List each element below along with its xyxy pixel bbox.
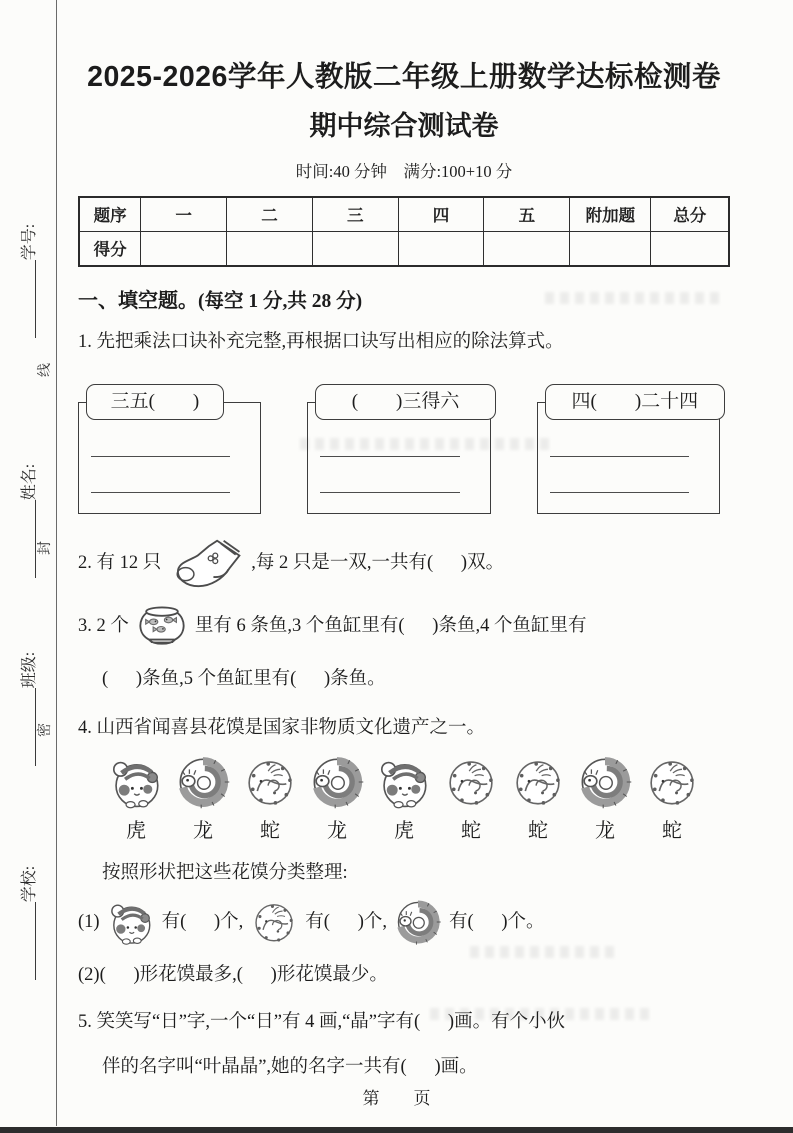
snake-bun-icon <box>643 753 701 811</box>
question-1-multiplication-boxes <box>78 386 730 514</box>
question-3-line1-suffix: 里有 6 条鱼,3 个鱼缸里有( )条鱼,4 个鱼缸里有 <box>194 616 587 637</box>
score-cell <box>398 231 484 266</box>
dragon-bun-icon <box>576 753 634 811</box>
score-row-label: 得分 <box>79 231 141 266</box>
score-cell <box>312 231 398 266</box>
score-col-header: 四 <box>398 197 484 232</box>
fishbowl-icon <box>135 604 189 649</box>
bun-item <box>171 753 235 843</box>
bun-label: 蛇 <box>461 819 481 842</box>
score-table <box>78 196 730 267</box>
bun-label: 蛇 <box>260 819 280 842</box>
bun-label: 虎 <box>394 819 414 842</box>
question-1-text: 1. 先把乘法口诀补充完整,再根据口诀写出相应的除法算式。 <box>78 331 564 352</box>
name-field <box>19 441 41 601</box>
bun-item <box>238 753 302 843</box>
sub1-seg2: 有( )个, <box>305 911 387 932</box>
sub1-number: (1) <box>78 911 100 932</box>
flower-bun-row <box>78 753 730 843</box>
score-cell <box>141 231 227 266</box>
snake-bun-icon <box>249 897 299 947</box>
score-cell <box>484 231 570 266</box>
score-col-header: 二 <box>227 197 313 232</box>
page-number-footer: 第 页 <box>362 1089 431 1108</box>
answer-line <box>550 456 689 457</box>
question-5-line1: 5. 笑笑写“日”字,一个“日”有 4 画,“晶”字有( )画。有个小伙 <box>78 1011 566 1032</box>
section-1-heading <box>78 284 730 313</box>
seal-char-xian: 线 <box>38 363 53 377</box>
score-col-header: 总分 <box>651 197 729 232</box>
seal-char-feng: 封 <box>38 541 53 555</box>
section-1-title: 一、填空题。 <box>78 289 198 312</box>
dragon-bun-icon <box>393 897 443 947</box>
school-label: 学校: <box>21 865 38 903</box>
sock-icon <box>167 536 245 590</box>
time-score-meta: 时间:40 分钟 满分:100+10 分 <box>295 161 513 181</box>
snake-bun-icon <box>442 753 500 811</box>
student-number-blank <box>21 260 36 338</box>
school-field <box>19 843 41 1003</box>
score-col-header: 附加题 <box>570 197 651 232</box>
score-col-header: 三 <box>312 197 398 232</box>
class-field <box>19 629 41 789</box>
seal-char-mi: 密 <box>38 723 53 737</box>
score-cell <box>651 231 729 266</box>
kouju-box-3 <box>537 386 730 514</box>
question-2-prefix: 2. 有 12 只 <box>78 552 162 573</box>
school-blank <box>21 902 36 980</box>
sub1-seg3: 有( )个。 <box>448 911 545 932</box>
bun-item <box>439 753 503 843</box>
score-col-header: 五 <box>484 197 570 232</box>
name-blank <box>21 500 36 578</box>
bun-item <box>506 753 570 843</box>
scan-edge-artifact <box>0 1127 793 1133</box>
kouju-label-2: ( )三得六 <box>315 384 495 420</box>
score-table-header-row <box>79 197 729 232</box>
bun-label: 龙 <box>327 819 347 842</box>
snake-bun-icon <box>509 753 567 811</box>
score-cell <box>570 231 651 266</box>
bun-label: 龙 <box>595 819 615 842</box>
bun-label: 蛇 <box>528 819 548 842</box>
paper-title-line2: 期中综合测试卷 <box>309 110 499 141</box>
kouju-box-2 <box>307 386 500 514</box>
dragon-bun-icon <box>308 753 366 811</box>
kouju-label-1: 三五( ) <box>86 384 224 420</box>
tiger-bun-icon <box>375 753 433 811</box>
bun-item <box>104 753 168 843</box>
paper-title-line1: 2025-2026学年人教版二年级上册数学达标检测卷 <box>87 61 721 93</box>
section-1-points: (每空 1 分,共 28 分) <box>198 290 363 312</box>
question-3-line2: ( )条鱼,5 个鱼缸里有( )条鱼。 <box>102 669 386 690</box>
class-label: 班级: <box>21 651 38 689</box>
score-table-score-row <box>79 231 729 266</box>
question-3-prefix: 3. 2 个 <box>78 616 129 637</box>
bun-label: 龙 <box>193 819 213 842</box>
answer-line <box>91 456 230 457</box>
bun-item <box>573 753 637 843</box>
question-5-line2: 伴的名字叫“叶晶晶”,她的名字一共有( )画。 <box>102 1056 478 1077</box>
answer-line <box>91 492 230 493</box>
snake-bun-icon <box>241 753 299 811</box>
score-cell <box>227 231 313 266</box>
answer-line <box>550 492 689 493</box>
kouju-label-3: 四( )二十四 <box>545 384 725 420</box>
kouju-box-1 <box>78 386 271 514</box>
name-label: 姓名: <box>21 463 38 501</box>
bun-item <box>372 753 436 843</box>
student-number-label: 学号: <box>21 223 38 261</box>
sub1-seg1: 有( )个, <box>161 911 244 932</box>
bun-label: 虎 <box>126 819 146 842</box>
score-col-header: 一 <box>141 197 227 232</box>
bun-label: 蛇 <box>662 819 682 842</box>
question-4-sub2: (2)( )形花馍最多,( )形花馍最少。 <box>78 965 388 986</box>
question-3-line1 <box>78 604 730 649</box>
question-2 <box>78 536 730 590</box>
dragon-bun-icon <box>174 753 232 811</box>
answer-line <box>320 456 459 457</box>
score-col-header: 题序 <box>79 197 141 232</box>
question-2-suffix: ,每 2 只是一双,一共有( )双。 <box>251 552 505 573</box>
question-4-sub1 <box>78 897 730 947</box>
question-4-sort-prompt: 按照形状把这些花馍分类整理: <box>102 862 348 883</box>
bun-item <box>305 753 369 843</box>
student-number-field <box>19 201 41 361</box>
question-4-text: 4. 山西省闻喜县花馍是国家非物质文化遗产之一。 <box>78 717 486 738</box>
tiger-bun-icon <box>106 897 156 947</box>
bun-item <box>640 753 704 843</box>
tiger-bun-icon <box>107 753 165 811</box>
seal-line-rule <box>56 0 57 1126</box>
answer-line <box>320 492 459 493</box>
